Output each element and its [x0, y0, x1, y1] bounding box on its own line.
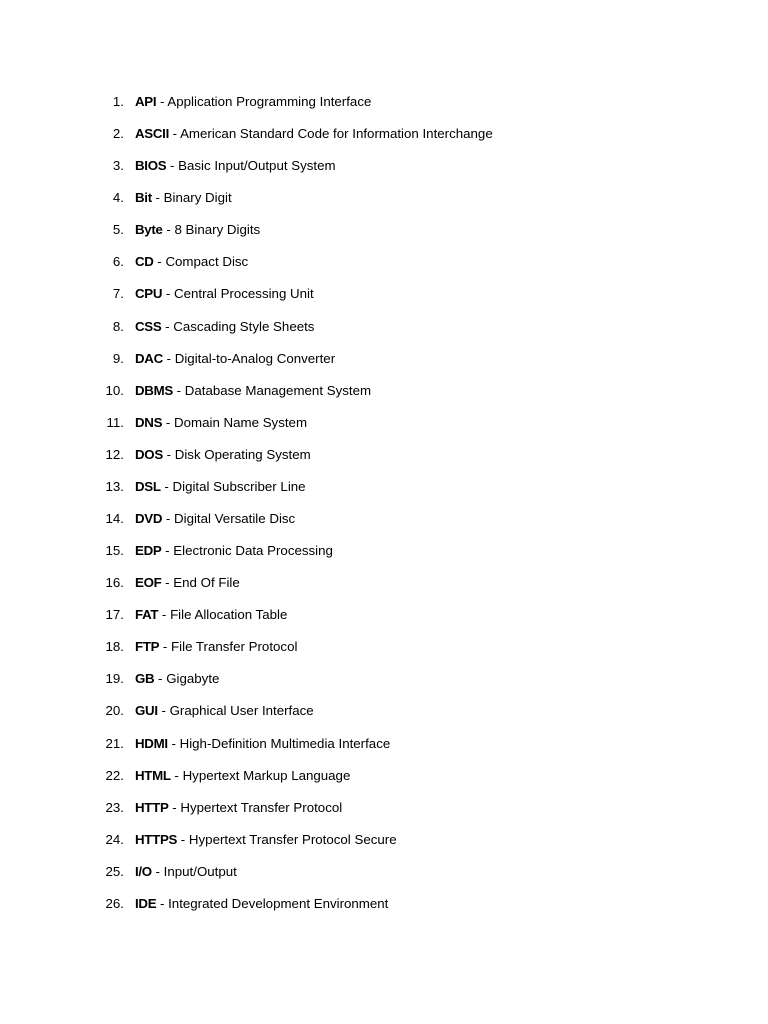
item-term: DBMS: [135, 382, 173, 398]
item-separator: -: [162, 350, 175, 366]
item-term: I/O: [135, 863, 152, 879]
item-definition: Digital Versatile Disc: [174, 511, 296, 527]
item-number: 15.: [105, 543, 124, 559]
item-number: 10.: [105, 382, 124, 398]
item-separator: -: [161, 543, 174, 559]
item-body: [135, 86, 371, 118]
item-separator: -: [160, 478, 173, 494]
item-term: GUI: [135, 703, 158, 719]
item-definition: Input/Output: [163, 863, 237, 879]
list-item: [0, 214, 768, 246]
item-number: 25.: [105, 863, 124, 879]
item-body: [135, 182, 232, 214]
item-definition: Hypertext Transfer Protocol Secure: [188, 831, 397, 847]
item-body: [135, 407, 307, 439]
item-term: Bit: [135, 190, 152, 206]
item-body: [135, 311, 314, 343]
item-number: 2.: [112, 126, 124, 142]
item-body: [135, 856, 237, 888]
item-number: 12.: [105, 446, 124, 462]
item-separator: -: [162, 446, 175, 462]
item-body: [135, 760, 350, 792]
item-separator: -: [157, 703, 170, 719]
item-number: 26.: [105, 895, 124, 911]
item-body: [135, 663, 219, 695]
item-body: [135, 567, 240, 599]
item-definition: Hypertext Markup Language: [182, 767, 351, 783]
item-separator: -: [166, 158, 179, 174]
item-definition: File Allocation Table: [170, 607, 288, 623]
item-term: BIOS: [135, 158, 167, 174]
item-body: [135, 695, 314, 727]
item-body: [135, 535, 333, 567]
list-item: [0, 695, 768, 727]
list-item: [0, 182, 768, 214]
list-item: [0, 246, 768, 278]
item-number: 1.: [112, 94, 124, 109]
item-body: [135, 118, 493, 150]
item-number: 17.: [105, 607, 124, 623]
item-separator: -: [177, 831, 189, 847]
item-body: [135, 503, 295, 535]
item-definition: Central Processing Unit: [174, 286, 314, 302]
item-separator: -: [162, 511, 175, 527]
item-number: 23.: [105, 799, 124, 815]
item-term: CD: [135, 254, 154, 270]
item-definition: Hypertext Transfer Protocol: [180, 799, 343, 815]
item-body: [135, 214, 260, 246]
item-definition: Gigabyte: [166, 671, 220, 687]
item-number: 22.: [105, 767, 124, 783]
item-term: DNS: [135, 414, 163, 430]
item-term: HDMI: [135, 735, 168, 751]
item-definition: Digital Subscriber Line: [172, 478, 306, 494]
item-separator: -: [162, 286, 175, 302]
item-number: 3.: [112, 158, 124, 174]
list-item: [0, 824, 768, 856]
item-body: [135, 888, 388, 920]
list-item: [0, 631, 768, 663]
item-separator: -: [168, 799, 181, 815]
list-item: [0, 439, 768, 471]
item-term: EOF: [135, 575, 162, 591]
item-term: FTP: [135, 639, 160, 655]
item-body: [135, 599, 287, 631]
item-number: 24.: [105, 831, 124, 847]
item-term: HTML: [135, 767, 171, 783]
list-item: [0, 278, 768, 310]
item-separator: -: [168, 126, 181, 142]
list-item: [0, 535, 768, 567]
item-separator: -: [162, 222, 175, 238]
item-term: FAT: [135, 607, 159, 623]
item-number: 21.: [105, 735, 124, 751]
item-definition: Application Programming Interface: [167, 94, 372, 109]
item-number: 14.: [105, 511, 124, 527]
item-separator: -: [158, 607, 171, 623]
item-body: [135, 824, 397, 856]
item-definition: Database Management System: [184, 382, 372, 398]
list-item: [0, 407, 768, 439]
item-term: CSS: [135, 318, 162, 334]
item-term: DAC: [135, 350, 163, 366]
item-body: [135, 728, 390, 760]
item-definition: 8 Binary Digits: [174, 222, 261, 238]
item-number: 7.: [112, 286, 124, 302]
item-term: GB: [135, 671, 155, 687]
item-separator: -: [161, 575, 174, 591]
item-definition: High-Definition Multimedia Interface: [179, 735, 391, 751]
item-term: HTTPS: [135, 831, 178, 847]
list-item: [0, 663, 768, 695]
item-term: Byte: [135, 222, 163, 238]
item-definition: American Standard Code for Information Interchange: [180, 126, 493, 142]
item-number: 16.: [105, 575, 124, 591]
list-item: [0, 760, 768, 792]
item-term: API: [135, 94, 157, 109]
list-item: [0, 567, 768, 599]
item-term: IDE: [135, 895, 157, 911]
item-number: 11.: [106, 414, 124, 430]
item-body: [135, 375, 371, 407]
item-body: [135, 278, 314, 310]
item-body: [135, 471, 306, 503]
item-separator: -: [151, 863, 164, 879]
item-definition: Digital-to-Analog Converter: [174, 350, 336, 366]
list-item: [0, 150, 768, 182]
list-item: [0, 728, 768, 760]
item-body: [135, 631, 297, 663]
item-separator: -: [156, 94, 168, 109]
list-item: [0, 86, 768, 118]
item-definition: Graphical User Interface: [169, 703, 314, 719]
item-number: 5.: [112, 222, 124, 238]
item-definition: Electronic Data Processing: [173, 543, 333, 559]
item-number: 8.: [112, 318, 124, 334]
item-number: 18.: [105, 639, 124, 655]
item-number: 13.: [105, 478, 124, 494]
item-body: [135, 439, 311, 471]
item-definition: Binary Digit: [163, 190, 232, 206]
item-separator: -: [159, 639, 172, 655]
item-separator: -: [153, 254, 166, 270]
item-term: DOS: [135, 446, 163, 462]
list-item: [0, 471, 768, 503]
item-body: [135, 150, 336, 182]
item-definition: Basic Input/Output System: [178, 158, 336, 174]
item-separator: -: [156, 895, 169, 911]
list-item: [0, 311, 768, 343]
item-number: 6.: [112, 254, 124, 270]
item-definition: Cascading Style Sheets: [173, 318, 315, 334]
item-number: 9.: [112, 350, 124, 366]
item-definition: Integrated Development Environment: [168, 895, 389, 911]
acronym-list: [0, 86, 768, 920]
item-separator: -: [154, 671, 167, 687]
list-item: [0, 599, 768, 631]
item-term: HTTP: [135, 799, 169, 815]
list-item: [0, 375, 768, 407]
item-definition: Disk Operating System: [174, 446, 311, 462]
item-definition: File Transfer Protocol: [171, 639, 298, 655]
item-term: CPU: [135, 286, 163, 302]
list-item: [0, 503, 768, 535]
list-item: [0, 856, 768, 888]
item-term: EDP: [135, 543, 162, 559]
list-item: [0, 343, 768, 375]
list-item: [0, 792, 768, 824]
item-number: 4.: [112, 190, 124, 206]
list-item: [0, 888, 768, 920]
item-separator: -: [162, 414, 175, 430]
item-definition: End Of File: [173, 575, 240, 591]
item-body: [135, 343, 335, 375]
item-term: ASCII: [135, 126, 169, 142]
item-separator: -: [167, 735, 180, 751]
list-item: [0, 118, 768, 150]
item-separator: -: [170, 767, 183, 783]
item-term: DSL: [135, 478, 161, 494]
item-number: 20.: [105, 703, 124, 719]
item-separator: -: [161, 318, 174, 334]
item-definition: Domain Name System: [174, 414, 308, 430]
item-separator: -: [172, 382, 185, 398]
item-separator: -: [151, 190, 164, 206]
item-definition: Compact Disc: [165, 254, 249, 270]
item-body: [135, 792, 342, 824]
item-term: DVD: [135, 511, 163, 527]
item-body: [135, 246, 248, 278]
item-number: 19.: [105, 671, 124, 687]
